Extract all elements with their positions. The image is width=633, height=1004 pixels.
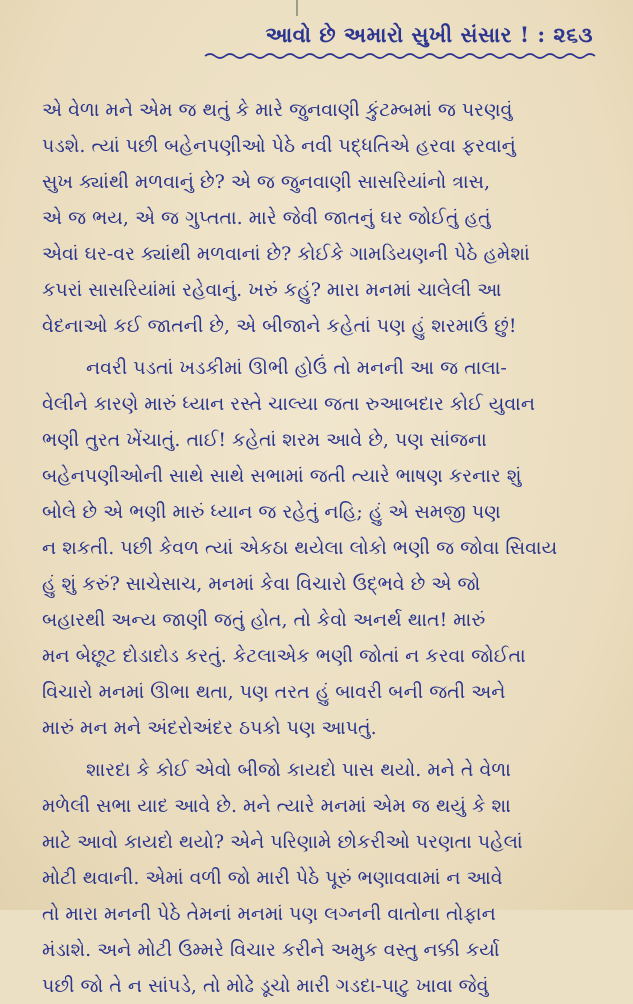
text-line: પછી જો તે ન સાંપડે, તો મોઢે ડૂચો મારી ગડદા-પાટુ ખાવા જેવું xyxy=(42,975,489,997)
text-line: મારું મન મને અંદરોઅંદર ઠપકો પણ આપતું. xyxy=(42,717,377,739)
text-line: કપરાં સાસરિયાંમાં રહેવાનું. ખરું કહું? મારા મનમાં ચાલેલી આ xyxy=(42,279,502,301)
text-line: ન શકતી. પછી કેવળ ત્યાં એકઠા થયેલા લોકો ભણી જ જોવા સિવાય xyxy=(42,537,558,559)
text-line: બહેનપણીઓની સાથે સાથે સભામાં જતી ત્યારે ભાષણ કરનાર શું xyxy=(42,465,522,487)
text-line: એ જ ભય, એ જ ગુપ્તતા. મારે જેવી જાતનું ઘર જોઈતું હતું xyxy=(42,207,491,229)
text-line: નવરી પડતાં ખડકીમાં ઊભી હોઉં તો મનની આ જ તાલા- xyxy=(86,357,507,379)
paragraph-3 xyxy=(42,752,602,1004)
paragraph-1 xyxy=(42,92,602,344)
text-line: બહારથી અન્ય જાણી જતું હોત, તો કેવો અનર્થ થાત! મારું xyxy=(42,609,486,631)
text-line: મોટી થવાની. એમાં વળી જો મારી પેઠે પૂરું ભણાવવામાં ન આવે xyxy=(42,867,503,889)
text-line: શારદા કે કોઈ એવો બીજો કાયદો પાસ થયો. મને તે વેળા xyxy=(86,759,511,781)
text-line: વેલીને કારણે મારું ધ્યાન રસ્તે ચાલ્યા જતા રુઆબદાર કોઈ યુવાન xyxy=(42,393,535,415)
text-line: પડશે. ત્યાં પછી બહેનપણીઓ પેઠે નવી પદ્ધતિએ હરવા ફરવાનું xyxy=(42,135,516,157)
text-line: એવાં ઘર-વર ક્યાંથી મળવાનાં છે? કોઈકે ગામડિયણની પેઠે હમેશાં xyxy=(42,243,530,265)
running-header xyxy=(180,22,593,56)
header-wavy-rule xyxy=(205,52,595,60)
text-line: એ વેળા મને એમ જ થતું કે મારે જુનવાણી કુંટમ્બમાં જ પરણવું xyxy=(42,99,513,121)
text-line: મળેલી સભા યાદ આવે છે. મને ત્યારે મનમાં એમ જ થયું કે શા xyxy=(42,795,511,817)
text-line: મન બેછૂટ દોડાદોડ કરતું. કેટલાએક ભણી જોતાં ન કરવા જોઈતા xyxy=(42,645,526,667)
text-line: વિચારો મનમાં ઊભા થતા, પણ તરત હું બાવરી બની જતી અને xyxy=(42,681,506,703)
text-line: બોલે છે એ ભણી મારું ધ્યાન જ રહેતું નહિ; હું એ સમજી પણ xyxy=(42,501,501,523)
header-title: આવો છે અમારો સુખી સંસાર ! : ૨૬૩ xyxy=(265,22,593,47)
text-line: સુખ ક્યાંથી મળવાનું છે? એ જ જુનવાણી સાસરિયાંનો ત્રાસ, xyxy=(42,171,491,193)
print-mark xyxy=(296,0,298,16)
text-line: માટે આવો કાયદો થયો? એને પરિણામે છોકરીઓ પરણતા પહેલાં xyxy=(42,831,523,853)
text-line: ભણી તુરત ખેંચાતું. તાઈ! કહેતાં શરમ આવે છે, પણ સાંજના xyxy=(42,429,487,451)
text-line: વેદનાઓ કઈ જાતની છે, એ બીજાને કહેતાં પણ હું શરમાઉં છું! xyxy=(42,315,517,337)
text-line: હું શું કરું? સાચેસાચ, મનમાં કેવા વિચારો ઉદ્ભવે છે એ જો xyxy=(42,573,481,595)
paragraph-2 xyxy=(42,350,602,746)
text-line: તો મારા મનની પેઠે તેમનાં મનમાં પણ લગ્નની વાતોના તોફાન xyxy=(42,903,496,925)
text-line: મંડાશે. અને મોટી ઉમ્મરે વિચાર કરીને અમુક વસ્તુ નક્કી કર્યા xyxy=(42,939,500,961)
body-text xyxy=(42,92,602,1004)
